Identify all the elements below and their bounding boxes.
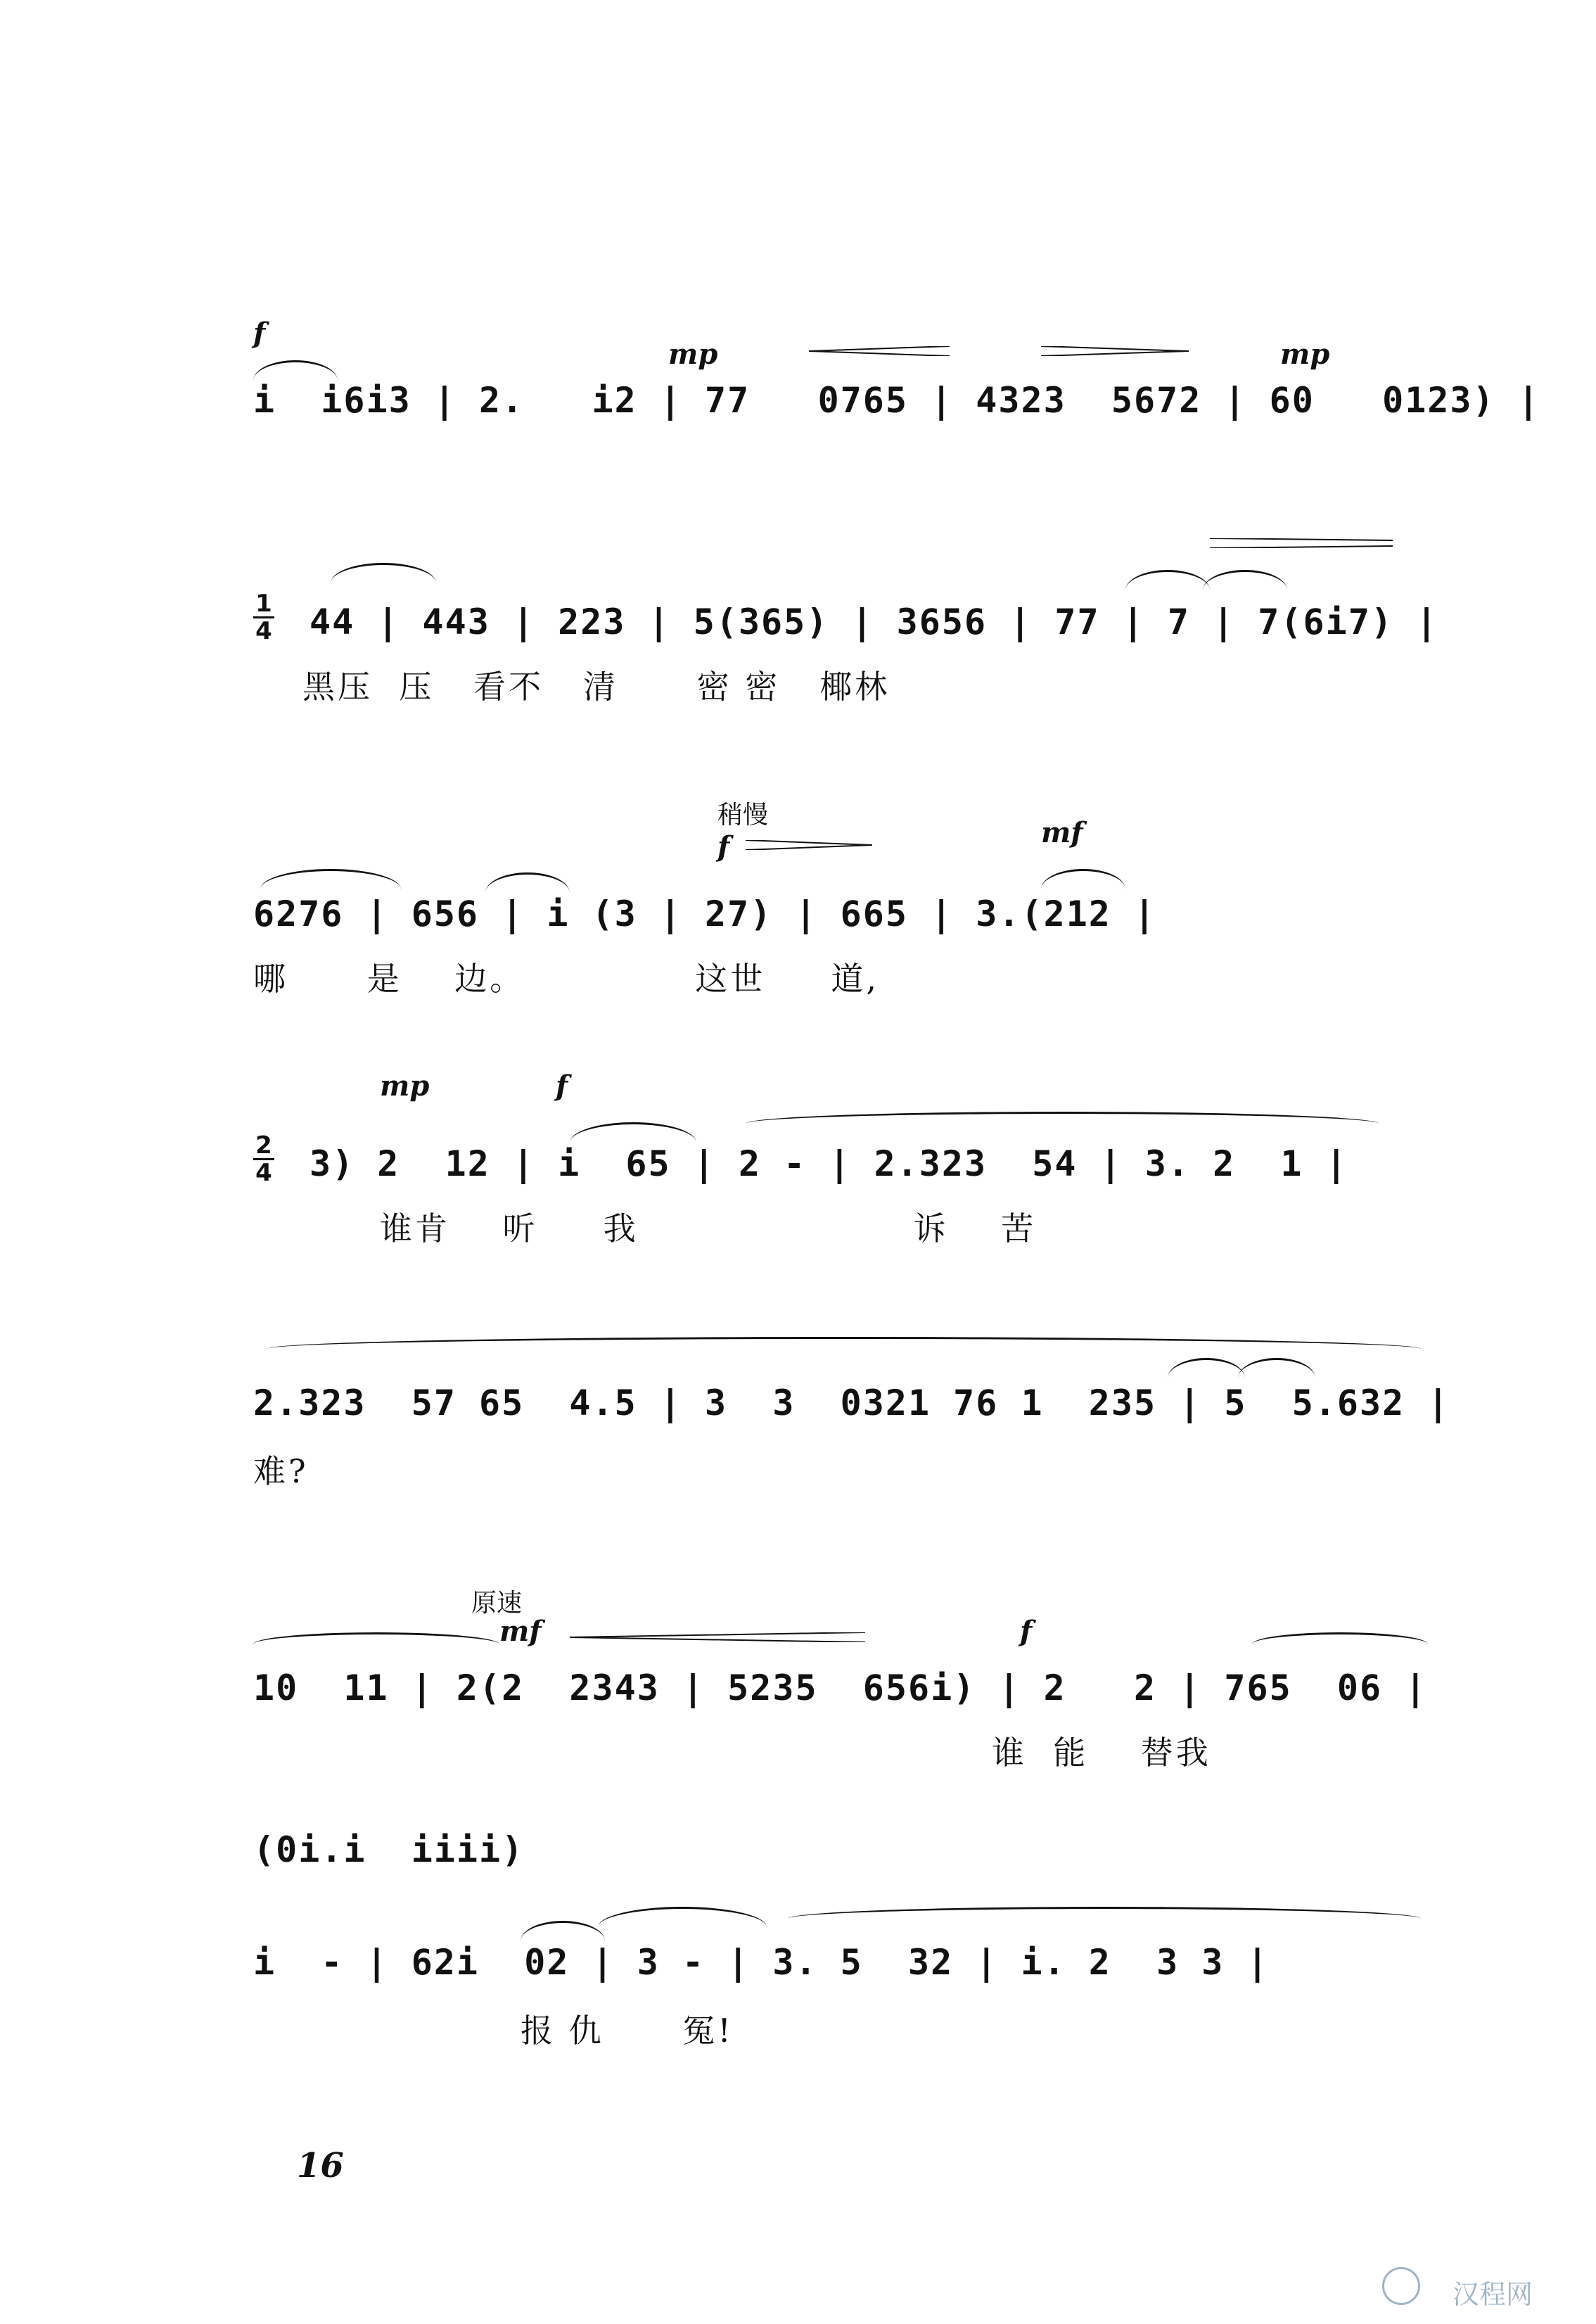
watermark: 汉程网 [1452,2279,1533,2310]
slur [1041,869,1125,889]
dynamic-mp: mp [1280,338,1330,371]
score-line-5 [253,1323,1450,1506]
score-line-1 [253,296,1540,457]
dynamic-mf: mf [1041,816,1083,849]
page-number: 16 [297,2146,344,2185]
lyrics-line: 报 仇 冤! [521,2012,734,2050]
upper-notation: (0i.i iiii) [253,1829,525,1870]
decrescendo-hairpin [1041,346,1189,356]
time-signature [253,1133,274,1186]
slur [253,1632,499,1644]
slur [1168,1358,1245,1378]
slur [253,360,338,381]
dynamic-f: f [717,830,730,863]
time-signature-bottom: 4 [255,617,272,645]
lyrics-line: 谁 能 替我 [992,1734,1211,1772]
score-line-7 [253,1829,1421,2069]
tempo-marking: 原速 [471,1589,523,1618]
slur [331,563,436,583]
slur [267,1337,1421,1349]
notation-line: 3) 2 12 | i 65 | 2 - | 2.323 54 | 3. 2 1 | [309,1143,1348,1184]
score-line-3 [253,788,1421,999]
slur [1238,1358,1315,1378]
lyrics-line: 难? [253,1452,309,1490]
slur [1203,570,1287,590]
notation-line: 10 11 | 2(2 2343 | 5235 656i) | 2 2 | 765 06 | [253,1668,1428,1708]
time-signature-top: 2 [253,1133,274,1160]
notation-line: 6276 | 656 | i (3 | 27) | 665 | 3.(212 | [253,894,1157,934]
notation-line: 2.323 57 65 4.5 | 3 3 0321 76 1 235 | 5 5.632 | [253,1383,1450,1423]
slur [746,1112,1379,1124]
slur [521,1921,605,1941]
score-line-4 [253,1069,1421,1295]
time-signature-bottom: 4 [255,1159,272,1187]
dynamic-f: f [253,317,266,350]
watermark-logo-icon [1382,2267,1420,2305]
lyrics-line: 黑压 压 看不 清 密 密 椰林 [302,668,890,706]
dynamic-mf: mf [499,1615,542,1648]
slur [788,1907,1421,1919]
dynamic-mp: mp [668,338,718,371]
time-signature [253,591,274,644]
dynamic-mp: mp [380,1069,430,1103]
notation-line: 44 | 443 | 223 | 5(365) | 3656 | 77 | 7 | 7(6i7) | [309,602,1439,642]
slur [1125,570,1210,590]
tempo-marking: 稍慢 [717,801,769,830]
lyrics-line: 谁肯 听 我 诉 苦 [380,1209,1037,1247]
slur [598,1907,767,1927]
score-line-6 [253,1576,1428,1787]
decrescendo-hairpin [1210,538,1393,548]
lyrics-line: 哪 是 边。 这世 道, [253,960,880,998]
time-signature-top: 1 [253,591,274,618]
crescendo-hairpin [809,346,950,356]
crescendo-hairpin [570,1632,865,1642]
slur [1252,1632,1428,1644]
slur [260,869,401,889]
decrescendo-hairpin [746,840,872,850]
slur [485,872,570,893]
score-line-2 [253,535,1439,718]
dynamic-f: f [1020,1615,1033,1648]
slur [570,1122,696,1143]
notation-line: i - | 62i 02 | 3 - | 3. 5 32 | i. 2 3 3 | [253,1942,1270,1983]
notation-line: i i6i3 | 2. i2 | 77 0765 | 4323 5672 | 60 0123) | [253,380,1540,421]
dynamic-f: f [556,1069,568,1103]
